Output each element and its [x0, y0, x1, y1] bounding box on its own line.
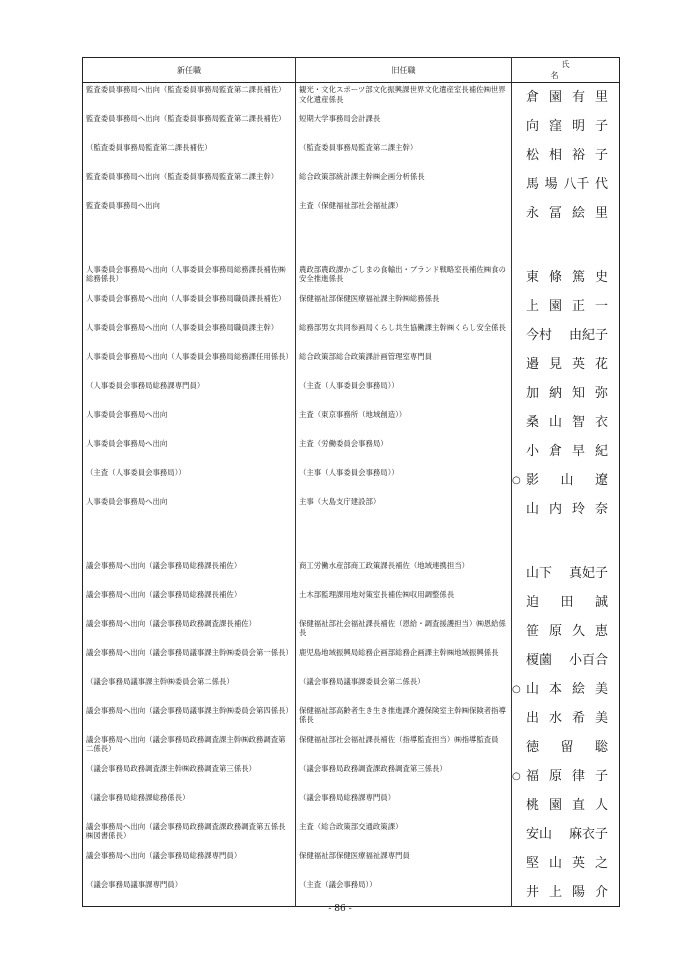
name-cell	[512, 321, 620, 350]
name-part: 邉	[526, 356, 540, 372]
name-part: 里	[594, 90, 608, 105]
person-name	[526, 623, 608, 640]
old-post-cell: 観光・文化スポーツ部文化振興課世界文化遺産室長補佐㈱世界文化遺産係長	[296, 83, 512, 112]
name-part: 留	[560, 739, 574, 755]
table-row	[83, 559, 620, 588]
name-part: 園	[548, 298, 562, 314]
old-post-cell: 主査（保健福祉部社会福祉課）	[296, 199, 512, 228]
person-name	[526, 652, 608, 669]
old-post-cell: 短期大学事務局会計課長	[296, 112, 512, 141]
name-part: 影	[526, 472, 540, 488]
name-part: 山	[560, 472, 574, 488]
name-part: 智	[571, 414, 585, 430]
person-name	[526, 739, 608, 756]
name-part: 上	[548, 884, 562, 900]
old-post-cell: 主査（総合政策部交通政策課）	[296, 820, 512, 849]
new-post-cell: 議会事務局へ出向（議会事務局議事課主幹㈱委員会第四係長）	[83, 704, 296, 733]
name-cell	[512, 878, 620, 907]
new-post-cell: 人事委員会事務局へ出向（人事委員会事務局総務課長補佐㈱総務係長）	[83, 263, 296, 292]
table-row	[83, 408, 620, 437]
old-post-cell: 総合政策部総合政策課計画管理室専門員	[296, 350, 512, 379]
name-part: 田	[560, 594, 574, 610]
name-part: 直	[571, 797, 585, 813]
name-part: 律	[571, 768, 585, 784]
header-new-post: 新任職	[83, 58, 296, 83]
new-post-cell: 監査委員事務局へ出向（監査委員事務局監査第二課主幹）	[83, 170, 296, 199]
name-part: 恵	[594, 623, 608, 639]
person-name	[526, 414, 608, 431]
name-part: 代	[594, 176, 608, 192]
name-part: 窪	[548, 118, 562, 134]
table-row	[83, 495, 620, 524]
name-part: 冨	[548, 205, 562, 221]
name-part: 裕	[571, 147, 585, 163]
name-part: 山下	[526, 565, 553, 581]
name-part: 倉	[548, 443, 562, 459]
name-part: 遼	[594, 472, 608, 488]
section-gap	[83, 524, 620, 559]
old-post-cell: 保健福祉部高齢者生き生き推進課介護保険室主幹㈱保険者指導係長	[296, 704, 512, 733]
name-part: 有	[571, 90, 585, 105]
name-part: 徳	[526, 739, 540, 755]
person-name	[526, 565, 608, 582]
page-number: - 86 -	[328, 904, 352, 914]
name-part: 今村	[526, 327, 553, 343]
name-part: 由紀子	[568, 327, 608, 343]
name-part: 馬	[526, 176, 540, 192]
name-cell	[512, 83, 620, 112]
name-part: 子	[594, 768, 608, 784]
person-name	[526, 385, 608, 402]
name-part: 玲	[571, 501, 585, 517]
name-cell	[512, 228, 620, 263]
person-name	[526, 681, 608, 698]
old-post-cell: 土木部監理課用地対策室長補佐㈱収用調整係長	[296, 588, 512, 617]
person-name	[526, 176, 608, 193]
name-part: 人	[594, 797, 608, 813]
name-part: 堅	[526, 855, 540, 871]
name-cell	[512, 495, 620, 524]
name-part: 桑	[526, 414, 540, 430]
old-post-cell: 総合政策部統計課主幹㈱企画分析係長	[296, 170, 512, 199]
name-part: 桃	[526, 797, 540, 813]
table-row	[83, 704, 620, 733]
name-part: 介	[594, 884, 608, 900]
old-post-cell: 鹿児島地域振興局総務企画部総務企画課主幹㈱地域振興係長	[296, 646, 512, 675]
name-cell	[512, 408, 620, 437]
old-post-cell: 農政部農政課かごしまの食輸出・ブランド戦略室長補佐㈱食の安全推進係長	[296, 263, 512, 292]
name-part: 陽	[571, 884, 585, 900]
name-part: 小	[526, 443, 540, 459]
new-hire-mark: ○	[512, 683, 521, 695]
name-part: 早	[571, 443, 585, 459]
name-cell	[512, 762, 620, 791]
name-part: 聡	[594, 739, 608, 755]
name-cell	[512, 733, 620, 762]
name-part: 内	[548, 501, 562, 517]
old-post-cell: 保健福祉部保健医療福祉課主幹㈱総務係長	[296, 292, 512, 321]
name-part: 子	[594, 147, 608, 163]
new-post-cell: （監査委員事務局監査第二課長補佐）	[83, 141, 296, 170]
name-cell	[512, 559, 620, 588]
name-part: 麻衣子	[568, 826, 608, 842]
name-part: 衣	[594, 414, 608, 430]
table-row	[83, 170, 620, 199]
old-post-cell: （主査（人事委員会事務局））	[296, 379, 512, 408]
name-part: 榎薗	[526, 652, 553, 668]
name-cell	[512, 675, 620, 704]
table-row	[83, 112, 620, 141]
old-post-cell: 総務部男女共同参画局くらし共生協働課主幹㈱くらし安全係長	[296, 321, 512, 350]
person-name	[526, 118, 608, 135]
new-post-cell	[83, 524, 296, 559]
new-post-cell: 人事委員会事務局へ出向（人事委員会事務局総務課任用係長）	[83, 350, 296, 379]
new-hire-mark: ○	[512, 770, 521, 782]
table-row	[83, 466, 620, 495]
name-part: 小百合	[568, 652, 608, 668]
old-post-cell: （監査委員事務局監査第二課主幹）	[296, 141, 512, 170]
name-part: 真妃子	[568, 565, 608, 581]
new-post-cell: 監査委員事務局へ出向（監査委員事務局監査第二課長補佐）	[83, 112, 296, 141]
table-row	[83, 733, 620, 762]
person-name	[526, 797, 608, 814]
new-hire-mark: ○	[512, 474, 521, 486]
name-part: 英	[571, 356, 585, 372]
new-post-cell: 議会事務局へ出向（議会事務局総務課専門員）	[83, 849, 296, 878]
old-post-cell: （議会事務局総務課専門員）	[296, 791, 512, 820]
name-part: 絵	[571, 205, 585, 221]
name-part: 笹	[526, 623, 540, 639]
table-row	[83, 350, 620, 379]
table-row	[83, 321, 620, 350]
name-part: 福	[526, 768, 540, 784]
name-part: 山	[526, 681, 540, 697]
person-name	[526, 710, 608, 727]
old-post-cell	[296, 524, 512, 559]
name-part: 山	[548, 855, 562, 871]
table-row	[83, 675, 620, 704]
table-row	[83, 646, 620, 675]
name-part: 弥	[594, 385, 608, 401]
old-post-cell: （議会事務局政務調査課政務調査第三係長）	[296, 762, 512, 791]
name-part: 園	[548, 797, 562, 813]
name-part: 倉	[526, 90, 540, 105]
table-row	[83, 588, 620, 617]
name-part: 永	[526, 205, 540, 221]
new-post-cell: （議会事務局議事課主幹㈱委員会第二係長）	[83, 675, 296, 704]
table-row	[83, 141, 620, 170]
name-cell	[512, 112, 620, 141]
new-post-cell: 人事委員会事務局へ出向（人事委員会事務局職員課主幹）	[83, 321, 296, 350]
old-post-cell: 主査（東京事務所（地域創造））	[296, 408, 512, 437]
table-row	[83, 762, 620, 791]
name-part: 紀	[594, 443, 608, 459]
new-post-cell: 人事委員会事務局へ出向	[83, 408, 296, 437]
name-cell	[512, 350, 620, 379]
table-row	[83, 849, 620, 878]
new-post-cell: （人事委員会事務局総務課専門員）	[83, 379, 296, 408]
name-part: 條	[548, 269, 562, 285]
name-part: 山	[526, 501, 540, 517]
name-part: 本	[548, 681, 562, 697]
name-part: 納	[548, 385, 562, 401]
name-part: 場	[544, 176, 558, 192]
name-cell	[512, 466, 620, 495]
new-post-cell: 監査委員事務局へ出向（監査委員事務局監査第二課長補佐）	[83, 83, 296, 112]
person-name	[526, 855, 608, 872]
personnel-roster	[82, 57, 622, 900]
header-old-post: 旧任職	[296, 58, 512, 83]
name-part: 明	[571, 118, 585, 134]
person-name	[526, 356, 608, 373]
old-post-cell: （議会事務局議事課委員会第二係長）	[296, 675, 512, 704]
person-name	[526, 768, 608, 785]
name-cell	[512, 820, 620, 849]
new-post-cell: （議会事務局総務課総務係長）	[83, 791, 296, 820]
table-row	[83, 437, 620, 466]
name-part: 子	[594, 118, 608, 134]
name-part: 迫	[526, 594, 540, 610]
person-name	[526, 443, 608, 460]
new-post-cell: 監査委員事務局へ出向	[83, 199, 296, 228]
name-part: 原	[548, 623, 562, 639]
name-part: 英	[571, 855, 585, 871]
old-post-cell: （主査（議会事務局））	[296, 878, 512, 907]
old-post-cell	[296, 228, 512, 263]
name-part: 井	[526, 884, 540, 900]
old-post-cell: 主査（労働委員会事務局）	[296, 437, 512, 466]
person-name	[526, 826, 608, 843]
table-row	[83, 263, 620, 292]
name-part: 奈	[594, 501, 608, 517]
new-post-cell: 議会事務局へ出向（議会事務局議事課主幹㈱委員会第一係長）	[83, 646, 296, 675]
name-part: 史	[594, 269, 608, 285]
table-row	[83, 292, 620, 321]
new-post-cell: 議会事務局へ出向（議会事務局総務課長補佐）	[83, 559, 296, 588]
new-post-cell	[83, 228, 296, 263]
old-post-cell: 商工労働水産部商工政策課長補佐（地域連携担当）	[296, 559, 512, 588]
name-cell	[512, 170, 620, 199]
name-part: 原	[548, 768, 562, 784]
name-part: 絵	[571, 681, 585, 697]
name-part: 里	[594, 205, 608, 221]
table-row	[83, 820, 620, 849]
name-part: 一	[594, 298, 608, 314]
header-name: 氏 名	[512, 58, 620, 83]
name-part: 安山	[526, 826, 553, 842]
person-name	[526, 147, 608, 164]
table-row	[83, 379, 620, 408]
name-cell	[512, 704, 620, 733]
old-post-cell: （主事（人事委員会事務局））	[296, 466, 512, 495]
old-post-cell: 保健福祉部保健医療福祉課専門員	[296, 849, 512, 878]
new-post-cell: 議会事務局へ出向（議会事務局総務課長補佐）	[83, 588, 296, 617]
name-part: 向	[526, 118, 540, 134]
name-part: 誠	[594, 594, 608, 610]
name-part: 希	[571, 710, 585, 726]
roster-body	[83, 83, 620, 907]
table-row	[83, 791, 620, 820]
name-part: 出	[526, 710, 540, 726]
new-post-cell: 議会事務局へ出向（議会事務局政務調査課長補佐）	[83, 617, 296, 646]
old-post-cell: 保健福祉部社会福祉課長補佐（指導監査担当）㈱指導監査員	[296, 733, 512, 762]
table-row	[83, 83, 620, 112]
name-part: 山	[548, 414, 562, 430]
new-post-cell: 議会事務局へ出向（議会事務局政務調査課主幹㈱政務調査第二係長）	[83, 733, 296, 762]
old-post-cell: 保健福祉部社会福祉課長補佐（恩給・調査援護担当）㈱恩給係長	[296, 617, 512, 646]
name-part: 知	[571, 385, 585, 401]
old-post-cell: 主事（大島支庁建設部）	[296, 495, 512, 524]
name-part: 八千	[563, 176, 590, 192]
name-part: 園	[548, 90, 562, 105]
new-post-cell: 議会事務局へ出向（議会事務局政務調査課政務調査第五係長㈱図書係長）	[83, 820, 296, 849]
name-cell	[512, 617, 620, 646]
new-post-cell: （議会事務局政務調査課主幹㈱政務調査第三係長）	[83, 762, 296, 791]
name-part: 花	[594, 356, 608, 372]
table-row	[83, 617, 620, 646]
person-name	[526, 884, 608, 901]
roster-table	[82, 57, 620, 907]
person-name	[526, 594, 608, 611]
name-part: 之	[594, 855, 608, 871]
name-part: 美	[594, 710, 608, 726]
name-part: 上	[526, 298, 540, 314]
person-name	[526, 269, 608, 286]
name-part: 美	[594, 681, 608, 697]
name-cell	[512, 524, 620, 559]
name-part: 見	[548, 356, 562, 372]
name-part: 東	[526, 269, 540, 285]
name-cell	[512, 791, 620, 820]
table-row	[83, 199, 620, 228]
table-row	[83, 878, 620, 907]
name-cell	[512, 437, 620, 466]
name-part: 正	[571, 298, 585, 314]
name-cell	[512, 588, 620, 617]
name-cell	[512, 849, 620, 878]
name-cell	[512, 263, 620, 292]
new-post-cell: 人事委員会事務局へ出向（人事委員会事務局職員課長補佐）	[83, 292, 296, 321]
name-part: 相	[548, 147, 562, 163]
section-gap	[83, 228, 620, 263]
name-cell	[512, 292, 620, 321]
name-part: 久	[571, 623, 585, 639]
name-part: 水	[548, 710, 562, 726]
name-cell	[512, 646, 620, 675]
new-post-cell: （主査（人事委員会事務局））	[83, 466, 296, 495]
person-name	[526, 89, 608, 106]
name-cell	[512, 379, 620, 408]
person-name	[526, 327, 608, 344]
person-name	[526, 501, 608, 518]
name-part: 加	[526, 385, 540, 401]
person-name	[526, 205, 608, 222]
name-part: 篤	[571, 269, 585, 285]
name-cell	[512, 199, 620, 228]
person-name	[526, 472, 608, 489]
header-row	[83, 58, 620, 83]
new-post-cell: 人事委員会事務局へ出向	[83, 495, 296, 524]
name-cell	[512, 141, 620, 170]
new-post-cell: 人事委員会事務局へ出向	[83, 437, 296, 466]
name-part: 松	[526, 147, 540, 163]
new-post-cell: （議会事務局議事課専門員）	[83, 878, 296, 907]
person-name	[526, 298, 608, 315]
